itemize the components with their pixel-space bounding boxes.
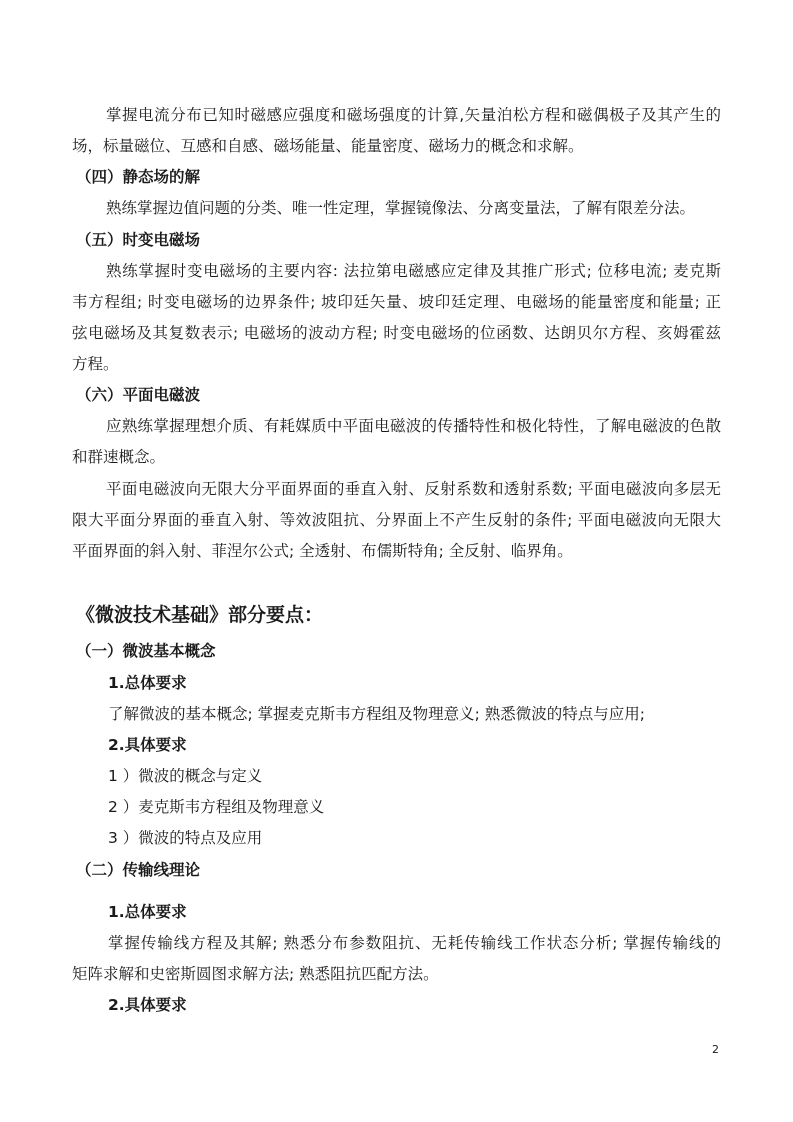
section-heading: （一）微波基本概念 (76, 642, 216, 660)
paragraph-line: 掌握传输线方程及其解; 熟悉分布参数阻抗、无耗传输线工作状态分析; 掌握传输线的 (108, 934, 721, 952)
paragraph-line: 掌握电流分布已知时磁感应强度和磁场强度的计算,矢量泊松方程和磁偶极子及其产生的 (106, 106, 721, 124)
paragraph-line: 方程。 (72, 355, 119, 373)
paragraph-line: 弦电磁场及其复数表示; 电磁场的波动方程; 时变电磁场的位函数、达朗贝尔方程、亥姆霍兹 (72, 324, 721, 342)
paragraph-line: 应熟练掌握理想介质、有耗媒质中平面电磁波的传播特性和极化特性，了解电磁波的色散 (106, 417, 721, 435)
list-item: 1 ）微波的概念与定义 (108, 767, 263, 785)
page-number: 2 (712, 1043, 719, 1056)
subsection-heading: 1.总体要求 (108, 674, 187, 692)
section-heading: （五）时变电磁场 (76, 231, 201, 249)
part-title: 《微波技术基础》部分要点： (76, 604, 324, 626)
subsection-heading: 2.具体要求 (108, 736, 187, 754)
paragraph-line: 平面界面的斜入射、菲涅尔公式; 全透射、布儒斯特角; 全反射、临界角。 (72, 542, 573, 560)
subsection-heading: 1.总体要求 (108, 903, 187, 921)
paragraph-line: 熟练掌握时变电磁场的主要内容: 法拉第电磁感应定律及其推广形式; 位移电流; 麦克斯 (106, 262, 721, 280)
paragraph-line: 限大平面分界面的垂直入射、等效波阻抗、分界面上不产生反射的条件; 平面电磁波向无限大 (72, 511, 721, 529)
paragraph-line: 韦方程组; 时变电磁场的边界条件; 坡印廷矢量、坡印廷定理、电磁场的能量密度和能量; 正 (72, 293, 721, 311)
paragraph-line: 熟练掌握边值问题的分类、唯一性定理，掌握镜像法、分离变量法，了解有限差分法。 (106, 199, 696, 217)
section-heading: （二）传输线理论 (76, 861, 201, 879)
section-heading: （六）平面电磁波 (76, 386, 201, 404)
paragraph-line: 矩阵求解和史密斯圆图求解方法; 熟悉阻抗匹配方法。 (72, 965, 439, 983)
paragraph-line: 了解微波的基本概念; 掌握麦克斯韦方程组及物理意义; 熟悉微波的特点与应用; (108, 705, 646, 723)
paragraph-line: 和群速概念。 (72, 448, 166, 466)
list-item: 2 ）麦克斯韦方程组及物理意义 (108, 798, 325, 816)
paragraph-line: 场，标量磁位、互感和自感、磁场能量、能量密度、磁场力的概念和求解。 (72, 137, 584, 155)
paragraph-line: 平面电磁波向无限大分平面界面的垂直入射、反射系数和透射系数; 平面电磁波向多层无 (106, 480, 721, 498)
list-item: 3 ）微波的特点及应用 (108, 829, 263, 847)
section-heading: （四）静态场的解 (76, 168, 201, 186)
subsection-heading: 2.具体要求 (108, 996, 187, 1014)
